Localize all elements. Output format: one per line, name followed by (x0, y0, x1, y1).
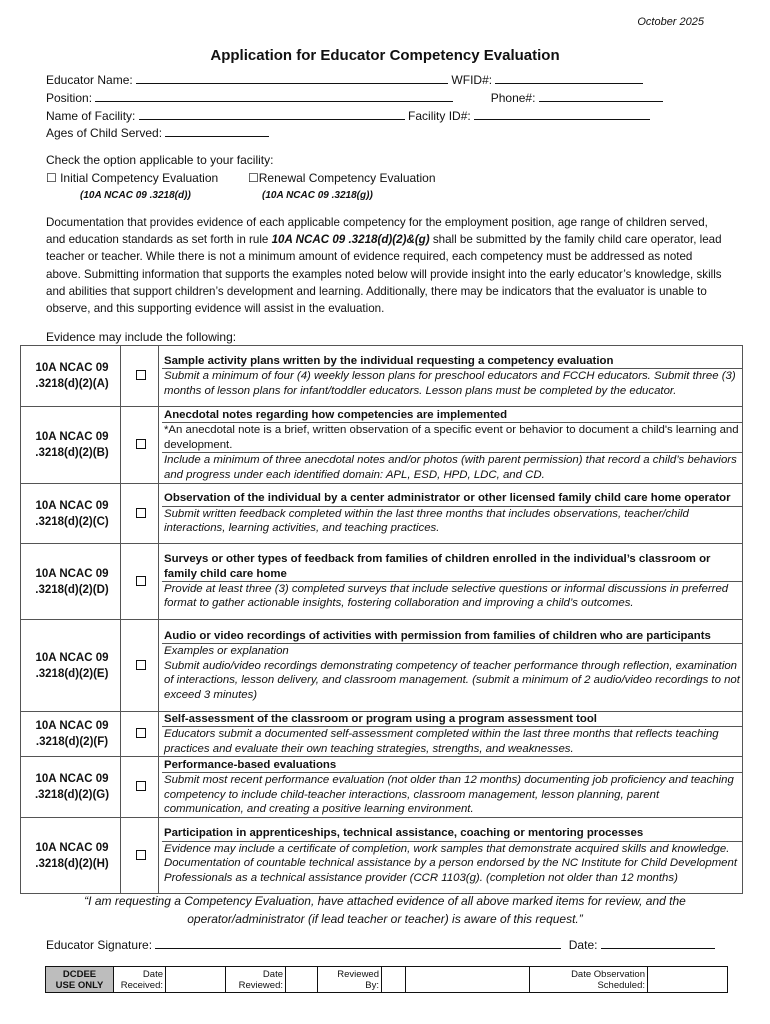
evidence-checkbox[interactable] (136, 781, 146, 791)
facility-id-field[interactable] (474, 109, 650, 120)
facility-name-field[interactable] (139, 109, 405, 120)
evidence-heading: Surveys or other types of feedback from families of children enrolled in the individual’s classroom or family child care home (162, 552, 742, 582)
reviewed-by-field-a[interactable] (382, 967, 406, 993)
rule-text: 10A NCAC 09 (35, 651, 109, 664)
evidence-detail: Evidence may include a certificate of completion, work samples that demonstrate acquired skills and knowledge. Documentation of countable technical assistance by a person endorsed by the NC Institute for Child Development Professionals as a technical assistance provider (CCR 1103(g). (completion not older than 12 months) (164, 842, 738, 884)
evidence-detail: Submit audio/video recordings demonstrating competency of teacher performance through reflection, examination of interactions, lesson delivery, and classroom management. (submit a minimum of 2 audio/video recordings to not exceed 3 minutes) (164, 659, 740, 701)
office-text: Date (142, 968, 163, 980)
table-row (21, 544, 743, 620)
wfid-field[interactable] (495, 73, 643, 84)
rule-text: 10A NCAC 09 (35, 362, 109, 374)
checkbox-cell[interactable] (121, 407, 159, 484)
reviewed-by-label (318, 967, 382, 993)
rule-text: .3218(d)(2)(C) (35, 515, 109, 528)
request-statement-text: “I am requesting a Competency Evaluation, have attached evidence of all above marked items for review, and the operator/administrator (if lead teacher or teacher) is aware of this request.” (84, 894, 686, 926)
rule-cell (21, 620, 121, 712)
checkbox-cell[interactable] (121, 620, 159, 712)
table-row (21, 818, 743, 894)
office-text: By: (365, 979, 379, 991)
office-use-row (46, 967, 728, 993)
ages-field[interactable] (165, 126, 269, 137)
office-text: DCDEE (62, 968, 97, 980)
date-received-label (114, 967, 166, 993)
rule-text: .3218(d)(2)(B) (35, 447, 109, 459)
rule-cell (21, 407, 121, 484)
evidence-note: *An anecdotal note is a brief, written observation of a specific event or behavior to document a child's learning and development. (162, 423, 742, 453)
rule-cell (21, 757, 121, 818)
evidence-heading: Self-assessment of the classroom or program using a program assessment tool (162, 712, 742, 727)
checkbox-cell[interactable] (121, 712, 159, 757)
rule-text: 10A NCAC 09 (35, 720, 109, 733)
rule-text: 10A NCAC 09 (35, 841, 109, 854)
office-text: USE ONLY (55, 979, 104, 991)
evidence-detail: Submit a minimum of four (4) weekly lesson plans for preschool educators and FCCH educators. Submit three (3) months of lesson plans for infant/toddler educators. Lesson plans must be completed by the educator. (164, 370, 736, 397)
evidence-checkbox[interactable] (136, 660, 146, 670)
signature-label: Educator Signature: (46, 938, 153, 952)
checkbox-cell[interactable] (121, 484, 159, 544)
evidence-detail: Submit written feedback completed within the last three months that includes observations, teacher/child interactions, learning activities, and teaching practices. (164, 507, 689, 535)
evidence-detail: Submit most recent performance evaluation (not older than 12 months) documenting job proficiency and teaching competency to include child-teacher interactions, classroom management, lesson planning, parent communication, and creating a positive learning environment. (164, 774, 734, 816)
evidence-heading: Sample activity plans written by the individual requesting a competency evaluation (162, 354, 742, 369)
initial-rule: (10A NCAC 09 .3218(d)) (80, 190, 191, 201)
evidence-label: Evidence may include the following: (46, 330, 237, 344)
office-text: Date (262, 968, 283, 980)
evidence-checkbox[interactable] (136, 439, 146, 449)
intro-rule: 10A NCAC 09 .3218(d)(2)&(g) (271, 233, 430, 247)
ages-row (46, 126, 269, 140)
evidence-detail: Include a minimum of three anecdotal notes and/or photos (with parent permission) that record a child’s behaviors and progress under each identified domain: APL, ESD, HPD, LDC, and CD. (164, 454, 737, 481)
rule-text: .3218(d)(2)(D) (35, 583, 109, 596)
evidence-heading: Anecdotal notes regarding how competencies are implemented (162, 408, 742, 423)
date-received-field[interactable] (166, 967, 226, 993)
office-text: Date Observation (571, 968, 645, 980)
evidence-checkbox[interactable] (136, 850, 146, 860)
office-text: Scheduled: (597, 979, 645, 991)
renewal-rule: (10A NCAC 09 .3218(g)) (262, 190, 373, 201)
rule-cell (21, 346, 121, 407)
rule-text: .3218(d)(2)(H) (35, 857, 109, 870)
intro-text-1: Documentation that provides evidence of each applicable competency for the employment position, age range of children served, and education standards as set forth in rule (46, 216, 708, 247)
checkbox-cell[interactable] (121, 757, 159, 818)
evidence-detail: Educators submit a documented self-assessment completed within the last three months that reflects teaching practices and evaluate their own teaching strategies, strengths, and weaknesses. (164, 728, 719, 755)
date-reviewed-label (226, 967, 286, 993)
office-text: Reviewed: (238, 979, 283, 991)
rule-cell (21, 818, 121, 894)
wfid-label: WFID#: (451, 73, 493, 87)
phone-label: Phone#: (490, 91, 536, 105)
evidence-heading: Audio or video recordings of activities with permission from families of children who are participants (162, 629, 742, 644)
rule-text: .3218(d)(2)(G) (34, 789, 110, 802)
table-row (21, 712, 743, 757)
phone-field[interactable] (539, 91, 663, 102)
initial-option-checkbox[interactable]: ☐ Initial Competency Evaluation (46, 171, 219, 185)
renewal-option-checkbox[interactable]: ☐Renewal Competency Evaluation (248, 171, 436, 185)
evidence-checkbox[interactable] (136, 576, 146, 586)
table-row (21, 757, 743, 818)
rule-cell (21, 544, 121, 620)
date-reviewed-field[interactable] (286, 967, 318, 993)
table-row (21, 407, 743, 484)
option-prompt: Check the option applicable to your facility: (46, 153, 274, 167)
dcdee-use-only (46, 967, 114, 993)
checkbox-cell[interactable] (121, 346, 159, 407)
rule-text: 10A NCAC 09 (35, 499, 109, 512)
evidence-checkbox[interactable] (136, 508, 146, 518)
educator-name-label: Educator Name: (46, 73, 133, 87)
rule-text: 10A NCAC 09 (35, 567, 109, 580)
rule-text: 10A NCAC 09 (35, 431, 109, 443)
evidence-checkbox[interactable] (136, 370, 146, 380)
evidence-table (20, 345, 743, 894)
name-row (46, 73, 643, 87)
checkbox-cell[interactable] (121, 818, 159, 894)
office-use-table (45, 966, 728, 993)
office-text: Received: (120, 979, 163, 991)
ages-label: Ages of Child Served: (46, 126, 163, 140)
request-statement (0, 892, 770, 928)
evidence-heading: Participation in apprenticeships, technical assistance, coaching or mentoring processes (162, 826, 742, 841)
date-observation-label (530, 967, 648, 993)
position-label: Position: (46, 91, 93, 105)
position-row (46, 91, 663, 105)
facility-id-label: Facility ID#: (408, 109, 471, 123)
intro-paragraph (46, 214, 726, 317)
evidence-detail: Examples or explanation (164, 645, 289, 658)
rule-cell (21, 484, 121, 544)
rule-text: 10A NCAC 09 (35, 773, 109, 786)
table-row (21, 484, 743, 544)
signature-date-field[interactable] (601, 938, 715, 949)
rule-text: .3218(d)(2)(A) (35, 378, 109, 390)
facility-row (46, 109, 650, 123)
document-date: October 2025 (637, 16, 704, 28)
educator-name-field[interactable] (136, 73, 448, 84)
date-observation-field[interactable] (648, 967, 728, 993)
signature-date-label: Date: (568, 938, 598, 952)
rule-text: .3218(d)(2)(F) (35, 736, 109, 749)
checkbox-cell[interactable] (121, 544, 159, 620)
intro-text-2: shall be submitted by the family child care operator, lead teacher or teacher. While there is not a minimum amount of evidence required, each competency must be addressed as noted above. Submitting information that supports the examples noted below will provide insight into the early educator’s knowledge, skills and abilities that support children’s development and learning. Additionally, there may be indicators that the evaluator is unable to observe, and this supporting evidence will assist in the evaluation. (46, 233, 722, 316)
facility-name-label: Name of Facility: (46, 109, 136, 123)
rule-text: .3218(d)(2)(E) (35, 667, 109, 680)
evidence-heading: Observation of the individual by a center administrator or other licensed family child care home operator (162, 491, 742, 506)
office-text: Reviewed (337, 968, 379, 980)
table-row (21, 346, 743, 407)
signature-row (46, 938, 715, 952)
signature-field[interactable] (155, 938, 561, 949)
evidence-heading: Performance-based evaluations (162, 758, 742, 773)
position-field[interactable] (95, 91, 453, 102)
table-row (21, 620, 743, 712)
page-title: Application for Educator Competency Evaluation (210, 47, 560, 64)
rule-cell (21, 712, 121, 757)
reviewed-by-field-b[interactable] (406, 967, 530, 993)
evidence-detail: Provide at least three (3) completed surveys that include selective questions or informal discussions in preferred format to gather actionable insights, fostering collaboration and improving a child’s outcomes. (164, 583, 729, 610)
evidence-checkbox[interactable] (136, 728, 146, 738)
